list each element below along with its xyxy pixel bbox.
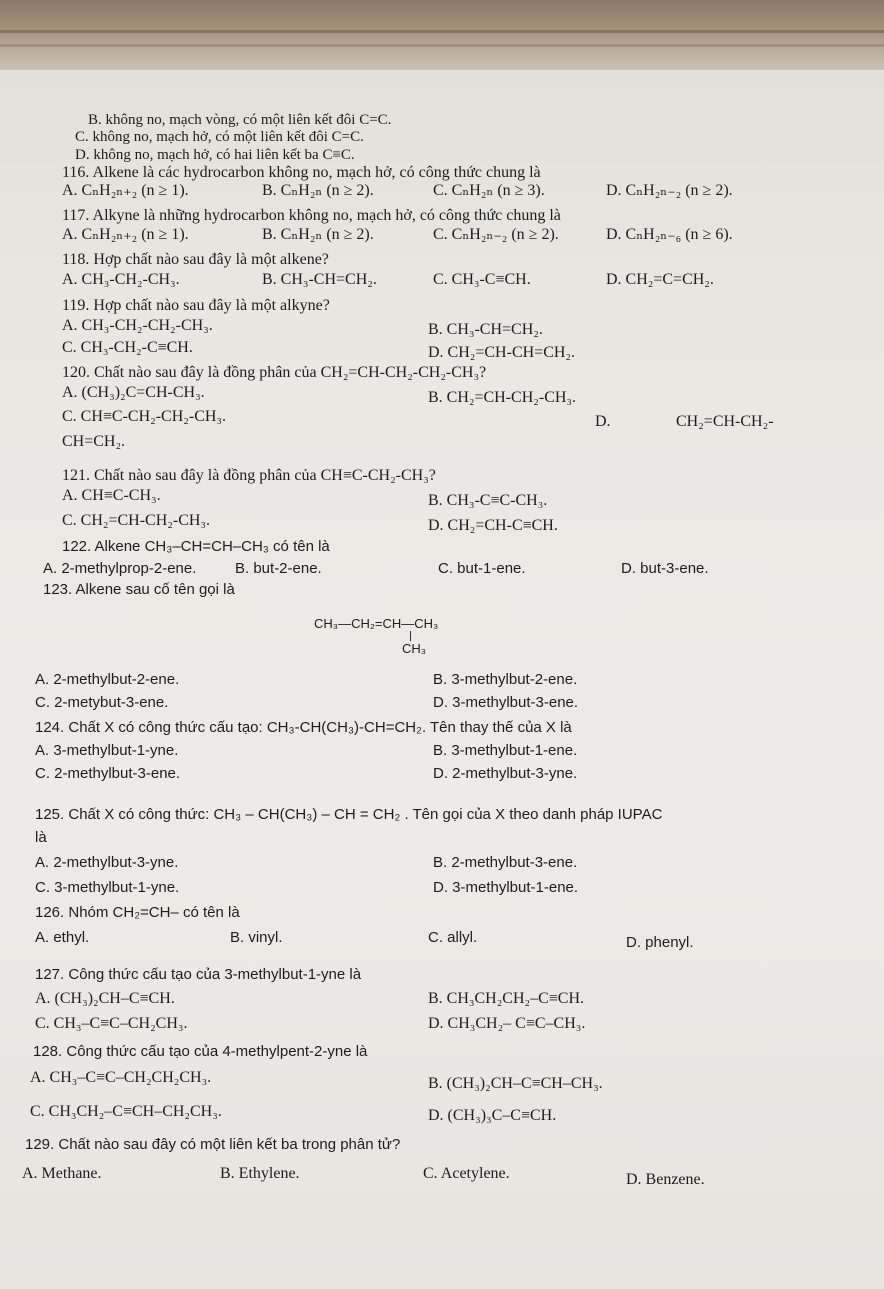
answer-a: A. Methane.: [22, 1165, 102, 1182]
answer-d: D. CH₂=CH-C≡CH.: [428, 517, 558, 534]
answer-d: D. CH₂=CH-CH=CH₂.: [428, 344, 575, 361]
answer-a: A. 2-methylprop-2-ene.: [43, 560, 197, 577]
answer-b: B. CH₃-CH=CH₂.: [428, 321, 543, 338]
answer-a: A. 2-methylbut-3-yne.: [35, 854, 179, 871]
answer-b: B. 3-methylbut-2-ene.: [433, 671, 578, 688]
question-119: 119. Hợp chất nào sau đây là một alkyne?: [62, 297, 330, 314]
answer-b: B. (CH₃)₂CH–C≡CH–CH₃.: [428, 1075, 603, 1092]
answer-c: C. 2-metybut-3-ene.: [35, 694, 169, 711]
answer-c: C. CH₃CH₂–C≡CH–CH₂CH₃.: [30, 1103, 222, 1120]
answer-c: C. but-1-ene.: [438, 560, 526, 577]
answer-c: C. CH≡C-CH₂-CH₂-CH₃.: [62, 408, 226, 425]
question-126: 126. Nhóm CH₂=CH– có tên là: [35, 904, 240, 921]
answer-a: A. CH₃–C≡C–CH₂CH₂CH₃.: [30, 1069, 212, 1086]
option-line: B. không no, mạch vòng, có một liên kết đôi C=C.: [88, 112, 392, 128]
answer-d: D. 3-methylbut-1-ene.: [433, 879, 579, 896]
question-127: 127. Công thức cấu tạo của 3-methylbut-1-yne là: [35, 966, 362, 983]
answer-a: A. (CH₃)₂CH–C≡CH.: [35, 990, 175, 1007]
answer-c: C. allyl.: [428, 929, 478, 946]
question-129: 129. Chất nào sau đây có một liên kết ba trong phân tử?: [25, 1136, 401, 1153]
answer-a: A. CₙH₂ₙ₊₂ (n ≥ 1).: [62, 226, 189, 243]
answer-b: B. 3-methylbut-1-ene.: [433, 742, 578, 759]
answer-c: C. 3-methylbut-1-yne.: [35, 879, 180, 896]
question-122: 122. Alkene CH₃–CH=CH–CH₃ có tên là: [62, 538, 330, 555]
option-line: C. không no, mạch hở, có một liên kết đôi C=C.: [75, 129, 364, 145]
question-117: 117. Alkyne là những hydrocarbon không no, mạch hở, có công thức chung là: [62, 207, 561, 224]
answer-a: A. ethyl.: [35, 929, 90, 946]
answer-d-formula: CH=CH₂.: [62, 433, 126, 450]
answer-c: C. CH₃–C≡C–CH₂CH₃.: [35, 1015, 188, 1032]
answer-b: B. CH₂=CH-CH₂-CH₃.: [428, 389, 576, 406]
structural-formula-bond: [410, 631, 411, 641]
answer-d: D. CH₃CH₂– C≡C–CH₃.: [428, 1015, 586, 1032]
question-120: 120. Chất nào sau đây là đồng phân của CH₂=CH-CH₂-CH₂-CH₃?: [62, 364, 487, 381]
answer-c: C. CH₃-CH₂-C≡CH.: [62, 339, 193, 356]
question-124: 124. Chất X có công thức cấu tạo: CH₃-CH(CH₃)-CH=CH₂. Tên thay thế của X là: [35, 719, 572, 736]
answer-a: A. (CH₃)₂C=CH-CH₃.: [62, 384, 205, 401]
answer-b: B. but-2-ene.: [235, 560, 322, 577]
answer-b: B. Ethylene.: [220, 1165, 300, 1182]
answer-d: D. CₙH₂ₙ₋₂ (n ≥ 2).: [606, 182, 733, 199]
answer-a: A. CH₃-CH₂-CH₂-CH₃.: [62, 317, 213, 334]
question-118: 118. Hợp chất nào sau đây là một alkene?: [62, 251, 329, 268]
answer-b: B. 2-methylbut-3-ene.: [433, 854, 578, 871]
structural-formula-branch: CH₃: [402, 641, 427, 656]
answer-c: C. Acetylene.: [423, 1165, 510, 1182]
question-116: 116. Alkene là các hydrocarbon không no, mạch hở, có công thức chung là: [62, 164, 541, 181]
option-line: D. không no, mạch hở, có hai liên kết ba C≡C.: [75, 147, 355, 163]
answer-b: B. CH₃-C≡C-CH₃.: [428, 492, 548, 509]
question-125-continuation: là: [35, 829, 47, 846]
answer-d: D. 3-methylbut-3-ene.: [433, 694, 579, 711]
answer-b: B. CH₃-CH=CH₂.: [262, 271, 377, 288]
answer-d-formula: CH₂=CH-CH₂-: [676, 413, 774, 430]
answer-b: B. vinyl.: [230, 929, 283, 946]
answer-b: B. CₙH₂ₙ (n ≥ 2).: [262, 182, 374, 199]
answer-a: A. 2-methylbut-2-ene.: [35, 671, 180, 688]
answer-d: D.: [595, 413, 611, 430]
answer-c: C. CH₃-C≡CH.: [433, 271, 531, 288]
question-121: 121. Chất nào sau đây là đồng phân của CH≡C-CH₂-CH₃?: [62, 467, 436, 484]
answer-a: A. CH₃-CH₂-CH₃.: [62, 271, 180, 288]
answer-c: C. 2-methylbut-3-ene.: [35, 765, 181, 782]
answer-d: D. but-3-ene.: [621, 560, 709, 577]
answer-b: B. CₙH₂ₙ (n ≥ 2).: [262, 226, 374, 243]
answer-d: D. 2-methylbut-3-yne.: [433, 765, 578, 782]
answer-c: C. CH₂=CH-CH₂-CH₃.: [62, 512, 210, 529]
answer-d: D. CH₂=C=CH₂.: [606, 271, 714, 288]
question-123: 123. Alkene sau cố tên gọi là: [43, 581, 235, 598]
answer-a: A. CₙH₂ₙ₊₂ (n ≥ 1).: [62, 182, 189, 199]
question-125: 125. Chất X có công thức: CH₃ – CH(CH₃) – CH = CH₂ . Tên gọi của X theo danh pháp IUPAC: [35, 806, 663, 823]
answer-d: D. Benzene.: [626, 1171, 705, 1188]
answer-d: D. CₙH₂ₙ₋₆ (n ≥ 6).: [606, 226, 733, 243]
answer-c: C. CₙH₂ₙ₋₂ (n ≥ 2).: [433, 226, 559, 243]
answer-b: B. CH₃CH₂CH₂–C≡CH.: [428, 990, 585, 1007]
structural-formula-main-chain: CH₃—CH₂=CH—CH₃: [314, 616, 439, 631]
answer-a: A. CH≡C-CH₃.: [62, 487, 161, 504]
answer-a: A. 3-methylbut-1-yne.: [35, 742, 179, 759]
answer-d: D. (CH₃)₃C–C≡CH.: [428, 1107, 557, 1124]
question-128: 128. Công thức cấu tạo của 4-methylpent-2-yne là: [33, 1043, 368, 1060]
answer-c: C. CₙH₂ₙ (n ≥ 3).: [433, 182, 545, 199]
answer-d: D. phenyl.: [626, 934, 694, 951]
